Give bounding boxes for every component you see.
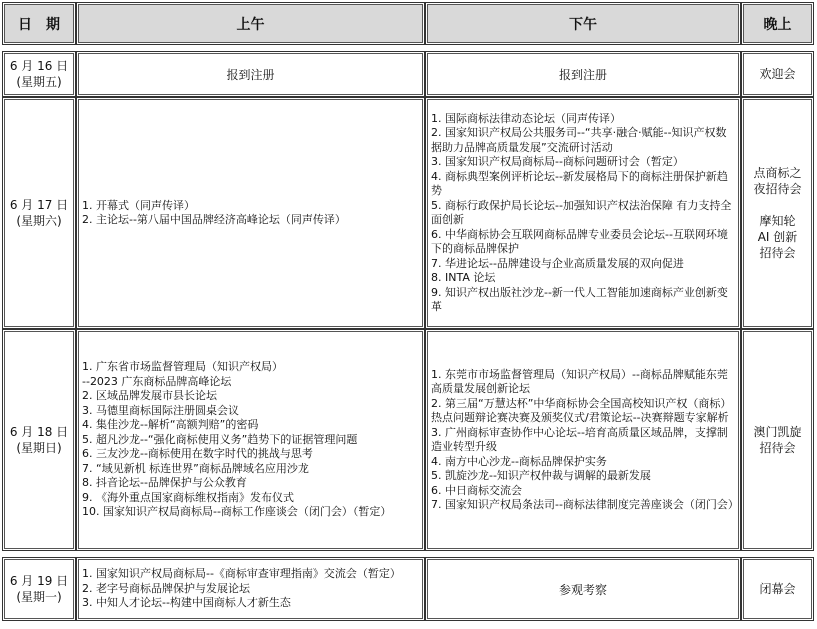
table-row [2, 51, 814, 97]
am-cell: 1. 开幕式（同声传译） 2. 主论坛--第八届中国品牌经济高峰论坛（同声传译） [76, 97, 425, 329]
pm-cell: 参观考察 [425, 557, 741, 621]
pm-cell: 1. 国际商标法律动态论坛（同声传译） 2. 国家知识产权局公共服务司--“共享·融合·赋能--知识产权数据助力品牌高质量发展”交流研讨活动 3. 国家知识产权局商标局--商标问题研讨会（暂定） 4. 商标典型案例评析论坛--新发展格局下的商标注册保护新趋势 5. 商标行政保护局长论坛--加强知识产权法治保障 有力支持全面创新 6. 中华商标协会互联网商标品牌专业委员会论坛--互联网环境下的商标品牌保护 7. 华进论坛--品牌建设与企业高质量发展的双向促进 8. INTA 论坛 9. 知识产权出版社沙龙--新一代人工智能加速商标产业创新变革 [425, 97, 741, 329]
schedule-table [2, 2, 814, 621]
eve-cell: 点商标之 夜招待会 摩知轮 AI 创新 招待会 [741, 97, 814, 329]
header-eve: 晚上 [741, 2, 814, 45]
eve-cell: 欢迎会 [741, 51, 814, 97]
am-cell: 1. 国家知识产权局商标局--《商标审查审理指南》交流会（暂定） 2. 老字号商标品牌保护与发展论坛 3. 中知人才论坛--构建中国商标人才新生态 [76, 557, 425, 621]
pm-cell: 1. 东莞市市场监督管理局（知识产权局）--商标品牌赋能东莞高质量发展创新论坛 2. 第三届“万慧达杯”中华商标协会全国高校知识产权（商标）热点问题辩论赛决赛及颁奖仪式/君策论坛--决赛辩题专家解析 3. 广州商标审查协作中心论坛--培育高质量区域品牌，支撑制造业转型升级 4. 南方中心沙龙--商标品牌保护实务 5. 凯旋沙龙--知识产权仲裁与调解的最新发展 6. 中日商标交流会 7. 国家知识产权局条法司--商标法律制度完善座谈会（闭门会） [425, 329, 741, 551]
am-cell: 报到注册 [76, 51, 425, 97]
table-row [2, 97, 814, 329]
table-row [2, 557, 814, 621]
header-row [2, 2, 814, 45]
am-cell: 1. 广东省市场监督管理局（知识产权局） --2023 广东商标品牌高峰论坛 2. 区域品牌发展市县长论坛 3. 马德里商标国际注册圆桌会议 4. 集佳沙龙--解析“高额判赔”的密码 5. 超凡沙龙--“强化商标使用义务”趋势下的证据管理问题 6. 三友沙龙--商标使用在数字时代的挑战与思考 7. “域见新机 标连世界”商标品牌域名应用沙龙 8. 抖音论坛--品牌保护与公众教育 9. 《海外重点国家商标维权指南》发布仪式 10. 国家知识产权局商标局--商标工作座谈会（闭门会）（暂定） [76, 329, 425, 551]
header-am: 上午 [76, 2, 425, 45]
eve-cell: 澳门凯旋 招待会 [741, 329, 814, 551]
table-row [2, 329, 814, 551]
date-cell: 6 月 17 日 (星期六) [2, 97, 76, 329]
eve-cell: 闭幕会 [741, 557, 814, 621]
pm-cell: 报到注册 [425, 51, 741, 97]
date-cell: 6 月 19 日 (星期一) [2, 557, 76, 621]
date-cell: 6 月 16 日 (星期五) [2, 51, 76, 97]
header-date: 日 期 [2, 2, 76, 45]
header-pm: 下午 [425, 2, 741, 45]
date-cell: 6 月 18 日 (星期日) [2, 329, 76, 551]
